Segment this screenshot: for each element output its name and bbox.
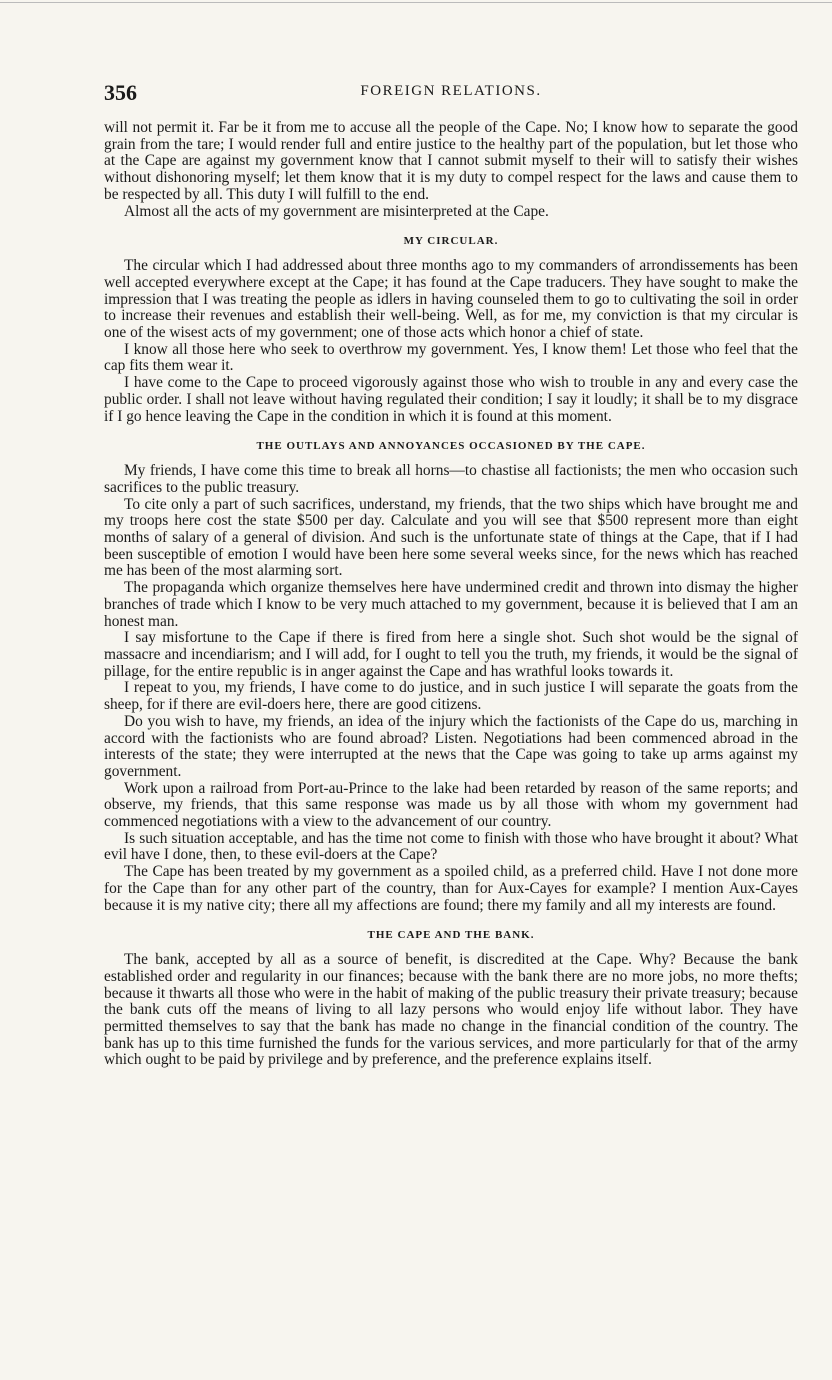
paragraph: The Cape has been treated by my government as a spoiled child, as a preferred child. Have I not done more for the Cape than for any other part of the country, than for Aux-Cayes for example? I mention Aux-Cayes because it is my native city; there all my affections are found; there my family and all my interests are found. [104,863,798,914]
paragraph: Almost all the acts of my government are misinterpreted at the Cape. [124,202,549,220]
paragraph: I have come to the Cape to proceed vigorously against those who wish to trouble in any and every case the public order. I shall not leave without having regulated their condition; I say it loudly; it shall be to my disgrace if I go hence leaving the Cape in the condition in which it is found at this moment. [104,374,798,425]
paragraph: My friends, I have come this time to break all horns—to chastise all factionists; the men who occasion such sacrifices to the public treasury. [104,462,798,496]
top-rule [0,2,832,3]
paragraph: Do you wish to have, my friends, an idea of the injury which the factionists of the Cape do us, marching in accord with the factionists who are found abroad? Listen. Negotiations had been commenced abroad in the interests of the state; they were interrupted at the news that the Cape was going to take up arms against my government. [104,712,798,780]
paragraph: I say misfortune to the Cape if there is fired from here a single shot. Such shot would be the signal of massacre and incendiarism; and I will add, for I ought to tell you the truth, my friends, it would be the signal of pillage, for the entire republic is in anger against the Cape and has wrathful looks towards it. [104,629,798,680]
paragraph: The bank, accepted by all as a source of benefit, is discredited at the Cape. Why? Because the bank established order and regularity in our finances; because with the bank there are no more jobs, no more thefts; because it thwarts all those who were in the habit of making of the public treasury their private treasury; because the bank cuts off the means of living to all lazy persons who would enjoy life without labor. They have permitted themselves to say that the bank has made no change in the financial condition of the country. The bank has up to this time furnished the funds for the various services, and more particularly for that of the army which ought to be paid by privilege and by preference, and the preference explains itself. [104,951,798,1069]
paragraph: Work upon a railroad from Port-au-Prince to the lake had been retarded by reason of the same reports; and observe, my friends, that this same response was made us by all those with whom my government had commenced negotiations with a view to the advancement of our country. [104,779,798,831]
page-header [104,80,798,104]
paragraph: I know all those here who seek to overthrow my government. Yes, I know them! Let those who feel that the cap fits them wear it. [104,340,798,375]
paragraph: The circular which I had addressed about three months ago to my commanders of arrondissements has been well accepted everywhere except at the Cape; it has found at the Cape traducers. They have sought to make the impression that I was treating the people as idlers in having counseled them to go to cultivating the soil in order to increase their revenues and establish their well-being. Well, as for me, my conviction is that my circular is one of the wisest acts of my government; one of those acts which honor a chief of state. [104,257,798,342]
paragraph: The propaganda which organize themselves here have undermined credit and thrown into dismay the higher branches of trade which I know to be very much attached to my government, because it is believed that I am an honest man. [104,579,798,630]
paragraph: will not permit it. Far be it from me to accuse all the people of the Cape. No; I know how to separate the good grain from the tare; I would render full and entire justice to the healthy part of the population, but let those who at the Cape are against my government know that I cannot submit myself to their will to satisfy their wishes without dishonoring myself; let them know that it is my duty to compel respect for the laws and cause them to be respected by all. This duty I will fulfill to the end. [104,119,798,203]
section-heading-cape-and-bank: THE CAPE AND THE BANK. [367,929,535,942]
section-heading-outlays: THE OUTLAYS AND ANNOYANCES OCCASIONED BY THE CAPE. [256,440,646,453]
paragraph: Is such situation acceptable, and has the time not come to finish with those who have brought it about? What evil have I done, then, to these evil-doers at the Cape? [104,829,798,864]
page-number: 356 [104,80,137,105]
body-text [104,120,798,1069]
paragraph: I repeat to you, my friends, I have come to do justice, and in such justice I will separate the goats from the sheep, for if there are evil-doers here, there are good citizens. [104,679,798,714]
section-heading-my-circular: MY CIRCULAR. [403,235,499,248]
paragraph: To cite only a part of such sacrifices, understand, my friends, that the two ships which have brought me and my troops here cost the state $500 per day. Calculate and you will see that $500 represent more than eight months of salary of a general of division. And such is the unfortunate state of things at the Cape, that if I had been susceptible of emotion I would have been here some several weeks since, for the news which has reached me has been of the most alarming sort. [104,495,798,580]
running-title: FOREIGN RELATIONS. [360,83,542,99]
